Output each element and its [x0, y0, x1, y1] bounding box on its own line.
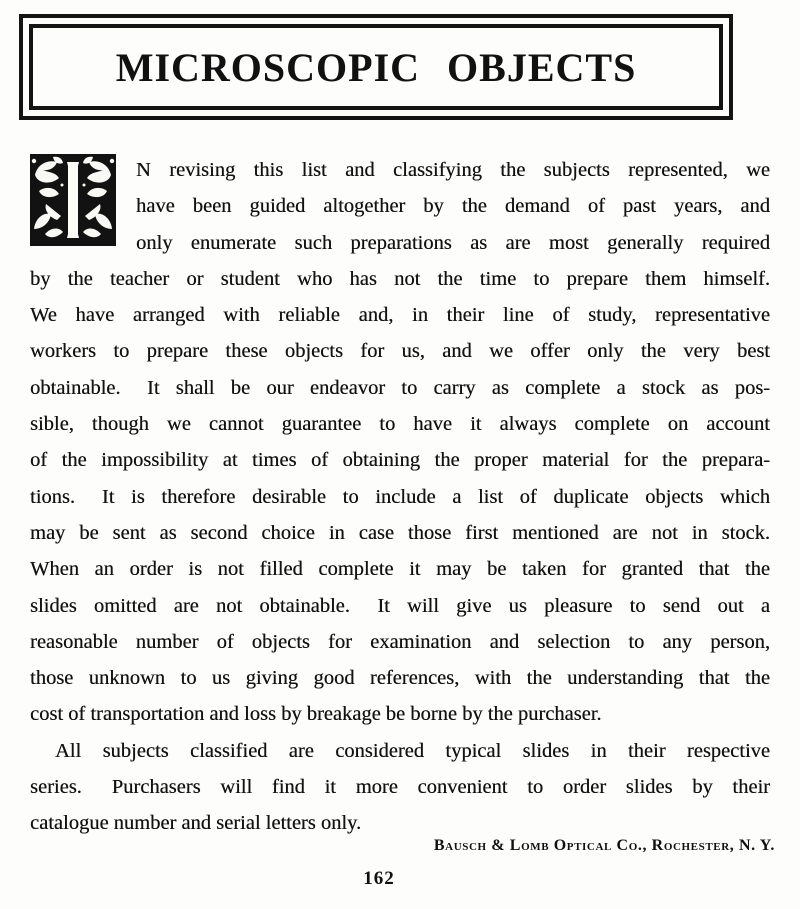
text-line: When an order is not filled complete it may be taken for granted that the	[30, 558, 770, 581]
text-line: workers to prepare these objects for us, and we offer only the very best	[30, 340, 770, 363]
text-line: series. Purchasers will find it more convenient to order slides by their	[30, 776, 770, 799]
text-line: cost of transportation and loss by breakage be borne by the purchaser.	[30, 703, 602, 726]
page-number: 162	[363, 868, 395, 889]
text-line: obtainable. It shall be our endeavor to carry as complete a stock as pos-	[30, 376, 770, 399]
company-imprint: Bausch & Lomb Optical Co., Rochester, N. Y.	[433, 837, 775, 854]
text-line: sible, though we cannot guarantee to have it always complete on account	[30, 413, 770, 436]
text-line: may be sent as second choice in case those first mentioned are not in stock.	[30, 521, 770, 544]
text-line: slides omitted are not obtainable. It will give us pleasure to send out a	[30, 594, 770, 617]
text-line: We have arranged with reliable and, in their line of study, representative	[30, 304, 770, 327]
title-rule-box-inner	[29, 24, 723, 110]
text-line: catalogue number and serial letters only.	[30, 812, 362, 835]
text-line: those unknown to us giving good references, with the understanding that the	[30, 667, 770, 690]
text-line: have been guided altogether by the demand of past years, and	[136, 195, 770, 218]
body-text	[30, 152, 770, 842]
text-line: N revising this list and classifying the subjects represented, we	[136, 159, 770, 181]
text-line: reasonable number of objects for examination and selection to any person,	[30, 630, 770, 653]
text-line: tions. It is therefore desirable to include a list of duplicate objects which	[30, 485, 770, 508]
text-line: All subjects classified are considered typical slides in their respective	[55, 739, 770, 762]
text-line: only enumerate such preparations as are most generally required	[136, 231, 770, 254]
text-line: by the teacher or student who has not the time to prepare them himself.	[30, 267, 770, 290]
title-rule-box	[19, 14, 733, 120]
text-line: of the impossibility at times of obtaining the proper material for the prepara-	[30, 449, 770, 472]
ornamental-drop-cap-icon	[30, 154, 116, 246]
page-title: MICROSCOPIC OBJECTS	[115, 44, 637, 90]
